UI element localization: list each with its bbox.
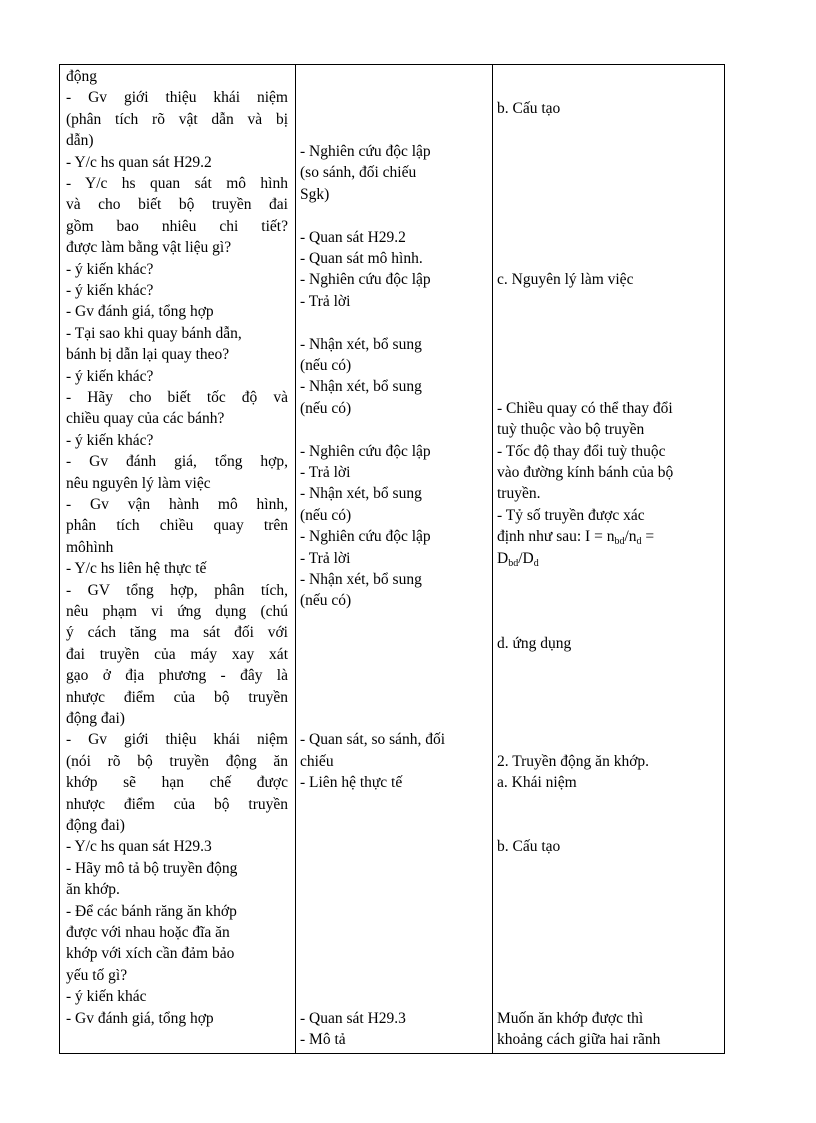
teacher-activity-line: yếu tố gì? (66, 966, 128, 984)
content-line (497, 526, 719, 548)
student-activity-line: - Nghiên cứu độc lập (300, 442, 431, 460)
teacher-activity-line: dẫn) (66, 132, 94, 150)
teacher-activity-line: - ý kiến khác? (66, 367, 154, 385)
content-line: - Chiều quay có thể thay đổi (497, 399, 673, 417)
teacher-activity-line: - Y/c hs quan sát H29.2 (66, 153, 212, 171)
student-activity-line: - Nhận xét, bổ sung (300, 335, 422, 353)
teacher-activity-line: - Gv giới thiệu khái niệm (66, 731, 288, 749)
student-activity-line: (nếu có) (300, 592, 352, 610)
teacher-activity-line: - Gv đánh giá, tổng hợp (66, 1009, 214, 1027)
content-line: b. Cấu tạo (497, 838, 561, 856)
teacher-activity-line: - ý kiến khác? (66, 431, 154, 449)
student-activity-line: - Trả lời (300, 463, 351, 481)
content-line (497, 548, 719, 570)
teacher-activity-line: đai truyền của máy xay xát (66, 645, 288, 663)
content-line: khoảng cách giữa hai rãnh (497, 1031, 661, 1048)
student-activity-line: - Nhận xét, bổ sung (300, 570, 422, 588)
subscript: d (636, 536, 642, 548)
teacher-activity-line: khớp sẽ hạn chế được (66, 774, 288, 792)
content-line: a. Khái niệm (497, 774, 577, 792)
student-activity-line: - Mô tả (300, 1031, 346, 1048)
text-segment: D (497, 549, 509, 567)
teacher-activity-line: động (66, 68, 97, 85)
teacher-activity-line: - GV tổng hợp, phân tích, (66, 581, 288, 599)
subscript: d (533, 557, 539, 569)
teacher-activity-line: - Gv vận hành mô hình, (66, 496, 288, 513)
teacher-activity-line: gạo ở địa phương - đây là (66, 667, 288, 685)
teacher-activity-line: nêu nguyên lý làm việc (66, 474, 211, 492)
teacher-activity-line: động đai) (66, 710, 125, 727)
student-activity-line: (nếu có) (300, 356, 352, 374)
content-line: d. ứng dụng (497, 635, 572, 653)
student-activity-line: - Nghiên cứu độc lập (300, 142, 431, 160)
teacher-activity-line: - ý kiến khác? (66, 282, 154, 299)
student-activity-line: - Trả lời (300, 292, 351, 310)
subscript: bd (614, 536, 625, 548)
teacher-activity-line: nhược điểm của bộ truyền (66, 688, 288, 706)
teacher-activity-line: - Gv đánh giá, tổng hợp, (66, 453, 288, 471)
teacher-activity-line: ý cách tăng ma sát đối với (66, 624, 288, 642)
content-line: vào đường kính bánh của bộ (497, 463, 674, 481)
teacher-activity-line: - Y/c hs liên hệ thực tế (66, 560, 207, 578)
teacher-activity-line: chiều quay của các bánh? (66, 410, 225, 428)
student-activity-line: Sgk) (300, 185, 330, 203)
text-segment: định như sau: I = n (497, 528, 615, 546)
teacher-activity-line: và cho biết bộ truyền đai (66, 196, 288, 214)
student-activity-line: - Nhận xét, bổ sung (300, 485, 422, 503)
student-activity-line: - Quan sát H29.3 (300, 1009, 406, 1027)
content-line: c. Nguyên lý làm việc (497, 271, 634, 289)
content-line: b. Cấu tạo (497, 100, 561, 118)
lesson-plan-table (59, 64, 725, 1054)
student-activity-line: (so sánh, đối chiếu (300, 164, 417, 182)
teacher-activity-line: - Gv đánh giá, tổng hợp (66, 303, 214, 321)
teacher-activity-line: môhình (66, 538, 114, 556)
student-activity-line: - Nghiên cứu độc lập (300, 271, 431, 289)
student-activity-line: - Quan sát H29.2 (300, 228, 406, 246)
teacher-activity-line: được với nhau hoặc đĩa ăn (66, 924, 230, 941)
student-activity-line: - Quan sát mô hình. (300, 249, 423, 267)
teacher-activity-line: - Gv giới thiệu khái niệm (66, 89, 288, 107)
teacher-activity-line: phân tích chiều quay trên (66, 517, 288, 535)
teacher-activity-line: gồm bao nhiêu chi tiết? (66, 217, 288, 235)
student-activity-line: - Liên hệ thực tế (300, 774, 403, 792)
teacher-activity-line: - ý kiến khác? (66, 260, 154, 278)
teacher-activity-line: - Hãy mô tả bộ truyền động (66, 859, 238, 877)
content-line: truyền. (497, 485, 541, 503)
student-activity-line: - Nghiên cứu độc lập (300, 528, 431, 546)
teacher-activity-line: (phân tích rõ vật dẫn và bị (66, 110, 288, 128)
student-activity-line: chiếu (300, 752, 334, 770)
teacher-activity-line: - Để các bánh răng ăn khớp (66, 902, 237, 920)
content-line: - Tốc độ thay đổi tuỳ thuộc (497, 442, 666, 460)
content-line: - Tỷ số truyền được xác (497, 506, 645, 524)
text-segment: = (641, 528, 655, 546)
content-line: Muốn ăn khớp được thì (497, 1009, 644, 1027)
teacher-activity-line: nêu phạm vi ứng dụng (chú (66, 603, 288, 620)
teacher-activity-line: - ý kiến khác (66, 988, 147, 1006)
subscript: bd (508, 557, 519, 569)
text-segment: /D (518, 549, 534, 567)
student-activity-line: - Nhận xét, bổ sung (300, 378, 422, 396)
teacher-activity-line: - Y/c hs quan sát H29.3 (66, 838, 212, 856)
column-divider-2 (492, 65, 493, 1053)
text-segment: /n (624, 528, 637, 546)
teacher-activity-line: (nói rõ bộ truyền động ăn (66, 752, 288, 770)
teacher-activity-line: được làm bằng vật liệu gì? (66, 239, 232, 257)
teacher-activity-line: bánh bị dẫn lại quay theo? (66, 346, 230, 364)
teacher-activity-line: - Hãy cho biết tốc độ và (66, 389, 288, 406)
teacher-activity-line: nhược điểm của bộ truyền (66, 795, 288, 813)
teacher-activity-line: động đai) (66, 817, 125, 834)
teacher-activity-line: ăn khớp. (66, 881, 120, 899)
content-line: tuỳ thuộc vào bộ truyền (497, 421, 645, 439)
column-divider-1 (295, 65, 296, 1053)
student-activity-line: (nếu có) (300, 506, 352, 524)
teacher-activity-line: - Tại sao khi quay bánh dẫn, (66, 324, 242, 342)
teacher-activity-line: - Y/c hs quan sát mô hình (66, 175, 288, 192)
content-line: 2. Truyền động ăn khớp. (497, 752, 650, 770)
student-activity-line: - Trả lời (300, 549, 351, 567)
student-activity-line: - Quan sát, so sánh, đối (300, 731, 446, 749)
student-activity-line: (nếu có) (300, 399, 352, 417)
teacher-activity-line: khớp với xích cần đảm bảo (66, 945, 235, 963)
